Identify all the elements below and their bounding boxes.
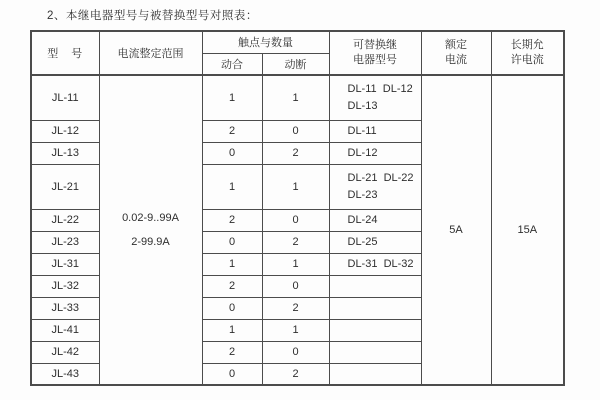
model-cell: JL-21: [31, 164, 99, 209]
page-title: 2、本继电器型号与被替换型号对照表：: [47, 10, 258, 22]
replaceable-cell: [329, 297, 421, 319]
replaceable-line1: DL-25: [347, 235, 378, 248]
replaceable-line1: DL-24: [347, 213, 378, 226]
replaceable-line2: DL-13: [347, 99, 378, 112]
replaceable-line1: DL-12: [347, 146, 378, 159]
replaceable-line1: DL-11 DL-12: [347, 82, 413, 95]
replaceable-line2: DL-23: [347, 188, 378, 201]
model-cell: JL-33: [31, 297, 99, 319]
header-replaceable-line1: 可替换继: [353, 39, 397, 51]
replaceable-cell: [329, 120, 421, 142]
normally-open-cell: 2: [202, 341, 262, 363]
current-range-line2: 2-99.9A: [131, 236, 170, 248]
table-row: [31, 75, 564, 120]
header-longterm-line1: 长期允: [510, 39, 544, 51]
model-cell: JL-11: [31, 75, 99, 120]
normally-open-cell: 1: [202, 75, 262, 120]
normally-closed-cell: 0: [262, 275, 329, 297]
normally-open-cell: 1: [202, 164, 262, 209]
normally-closed-cell: 1: [262, 164, 329, 209]
current-range-cell: [99, 75, 202, 385]
normally-open-cell: 1: [202, 319, 262, 341]
model-cell: JL-23: [31, 231, 99, 253]
normally-closed-cell: 1: [262, 75, 329, 120]
replaceable-cell: [329, 319, 421, 341]
normally-closed-cell: 1: [262, 319, 329, 341]
header-current-range: 电流整定范围: [99, 31, 202, 75]
normally-open-cell: 0: [202, 231, 262, 253]
replaceable-line1: DL-21 DL-22: [347, 171, 414, 184]
normally-open-cell: 1: [202, 253, 262, 275]
replaceable-cell: [329, 253, 421, 275]
model-cell: JL-22: [31, 209, 99, 231]
current-range-line1: 0.02-9..99A: [122, 212, 179, 224]
model-cell: JL-41: [31, 319, 99, 341]
normally-closed-cell: 0: [262, 341, 329, 363]
model-cell: JL-13: [31, 142, 99, 164]
replaceable-cell: [329, 275, 421, 297]
normally-closed-cell: 2: [262, 142, 329, 164]
replaceable-line1: DL-31 DL-32: [347, 257, 414, 270]
header-model: 型 号: [31, 31, 99, 75]
normally-open-cell: 2: [202, 275, 262, 297]
header-normally-open: 动合: [202, 53, 262, 75]
header-contacts-group: 触点与数量: [202, 31, 329, 53]
model-cell: JL-31: [31, 253, 99, 275]
header-longterm-line2: 许电流: [510, 54, 544, 66]
replaceable-line1: DL-11: [347, 124, 377, 137]
normally-closed-cell: 2: [262, 231, 329, 253]
header-rated-current: [421, 31, 491, 75]
normally-closed-cell: 0: [262, 209, 329, 231]
normally-open-cell: 2: [202, 209, 262, 231]
normally-closed-cell: 0: [262, 120, 329, 142]
replaceable-cell: [329, 231, 421, 253]
model-cell: JL-32: [31, 275, 99, 297]
normally-open-cell: 0: [202, 142, 262, 164]
header-row-1: [31, 31, 564, 53]
normally-open-cell: 0: [202, 363, 262, 385]
replaceable-cell: [329, 142, 421, 164]
replaceable-cell: [329, 341, 421, 363]
normally-closed-cell: 2: [262, 297, 329, 319]
longterm-current-cell: 15A: [491, 75, 564, 385]
header-rated-line2: 电流: [445, 54, 467, 66]
model-cell: JL-42: [31, 341, 99, 363]
replaceable-cell: [329, 363, 421, 385]
rated-current-cell: 5A: [421, 75, 491, 385]
normally-closed-cell: 1: [262, 253, 329, 275]
model-cell: JL-12: [31, 120, 99, 142]
header-rated-line1: 额定: [445, 39, 467, 51]
normally-closed-cell: 2: [262, 363, 329, 385]
header-longterm-current: [491, 31, 564, 75]
header-normally-closed: 动断: [262, 53, 329, 75]
normally-open-cell: 0: [202, 297, 262, 319]
header-replaceable: [329, 31, 421, 75]
replaceable-cell: [329, 75, 421, 120]
normally-open-cell: 2: [202, 120, 262, 142]
replaceable-cell: [329, 164, 421, 209]
replaceable-cell: [329, 209, 421, 231]
header-replaceable-line2: 电器型号: [353, 54, 397, 66]
model-cell: JL-43: [31, 363, 99, 385]
relay-comparison-table: [30, 30, 565, 386]
